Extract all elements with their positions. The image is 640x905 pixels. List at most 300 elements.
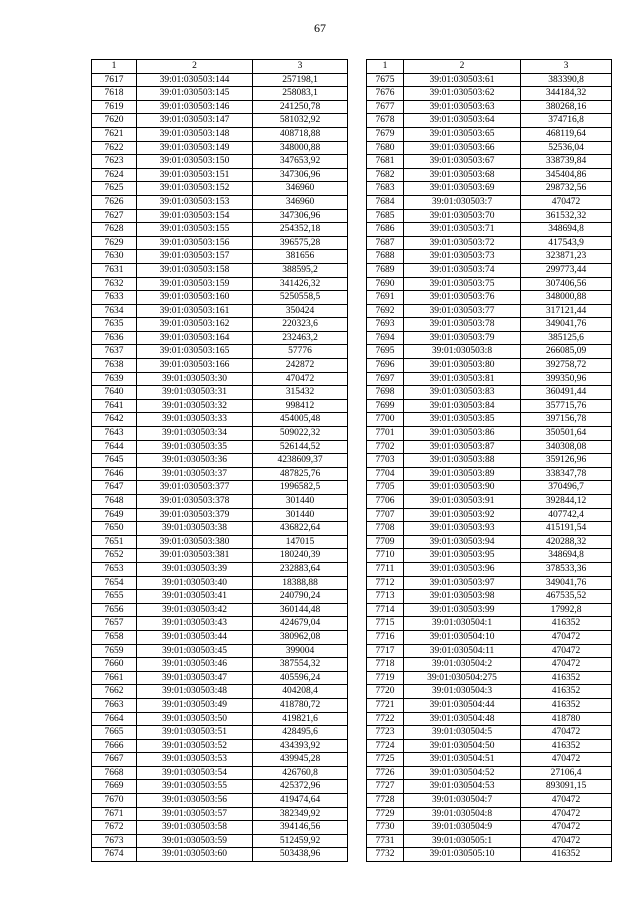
table-row	[367, 562, 612, 576]
value-cell: 419821,6	[253, 712, 348, 726]
table-row	[92, 114, 348, 128]
table-row	[92, 440, 348, 454]
value-cell: 470472	[521, 658, 612, 672]
cadastral-number-cell: 39:01:030503:79	[404, 331, 521, 345]
value-cell: 470472	[253, 372, 348, 386]
table-row	[367, 454, 612, 468]
cadastral-number-cell: 39:01:030503:47	[137, 671, 253, 685]
cadastral-number-cell: 39:01:030503:61	[404, 73, 521, 87]
table-row	[92, 766, 348, 780]
cadastral-number-cell: 39:01:030503:78	[404, 318, 521, 332]
table-row	[92, 726, 348, 740]
table-row	[367, 834, 612, 848]
cadastral-number-cell: 39:01:030503:86	[404, 427, 521, 441]
value-cell: 301440	[253, 508, 348, 522]
value-cell: 380962,08	[253, 630, 348, 644]
cadastral-number-cell: 39:01:030503:380	[137, 535, 253, 549]
value-cell: 470472	[521, 644, 612, 658]
cadastral-number-cell: 39:01:030503:81	[404, 372, 521, 386]
table-row	[92, 291, 348, 305]
table-row	[92, 807, 348, 821]
row-number-cell: 7644	[92, 440, 137, 454]
table-row	[92, 739, 348, 753]
cadastral-number-cell: 39:01:030503:59	[137, 834, 253, 848]
value-cell: 5250558,5	[253, 291, 348, 305]
row-number-cell: 7658	[92, 630, 137, 644]
cadastral-number-cell: 39:01:030503:83	[404, 386, 521, 400]
row-number-cell: 7720	[367, 685, 404, 699]
cadastral-number-cell: 39:01:030503:65	[404, 127, 521, 141]
table-row	[367, 127, 612, 141]
value-cell: 57776	[253, 345, 348, 359]
value-cell: 581032,92	[253, 114, 348, 128]
table-row	[92, 467, 348, 481]
value-cell: 468119,64	[521, 127, 612, 141]
table-row	[367, 359, 612, 373]
cadastral-number-cell: 39:01:030503:158	[137, 263, 253, 277]
row-number-cell: 7670	[92, 794, 137, 808]
row-number-cell: 7668	[92, 766, 137, 780]
value-cell: 4238609,37	[253, 454, 348, 468]
table-row	[92, 73, 348, 87]
page-number: 67	[314, 21, 326, 35]
table-row	[92, 223, 348, 237]
row-number-cell: 7634	[92, 304, 137, 318]
table-row	[367, 182, 612, 196]
row-number-cell: 7672	[92, 821, 137, 835]
row-number-cell: 7675	[367, 73, 404, 87]
row-number-cell: 7726	[367, 766, 404, 780]
row-number-cell: 7730	[367, 821, 404, 835]
value-cell: 404208,4	[253, 685, 348, 699]
table-row	[92, 454, 348, 468]
value-cell: 220323,6	[253, 318, 348, 332]
cadastral-number-cell: 39:01:030503:72	[404, 236, 521, 250]
row-number-cell: 7682	[367, 168, 404, 182]
cadastral-number-cell: 39:01:030503:41	[137, 590, 253, 604]
cadastral-number-cell: 39:01:030503:90	[404, 481, 521, 495]
cadastral-number-cell: 39:01:030503:99	[404, 603, 521, 617]
value-cell: 266085,09	[521, 345, 612, 359]
row-number-cell: 7640	[92, 386, 137, 400]
table-row	[367, 644, 612, 658]
value-cell: 380268,16	[521, 100, 612, 114]
cadastral-number-cell: 39:01:030503:56	[137, 794, 253, 808]
value-cell: 27106,4	[521, 766, 612, 780]
value-cell: 348000,88	[253, 141, 348, 155]
row-number-cell: 7671	[92, 807, 137, 821]
table-row	[92, 359, 348, 373]
table-row	[92, 658, 348, 672]
value-cell: 425372,96	[253, 780, 348, 794]
table-row	[367, 481, 612, 495]
row-number-cell: 7703	[367, 454, 404, 468]
value-cell: 1996582,5	[253, 481, 348, 495]
table-row	[92, 495, 348, 509]
row-number-cell: 7657	[92, 617, 137, 631]
cadastral-number-cell: 39:01:030504:53	[404, 780, 521, 794]
row-number-cell: 7627	[92, 209, 137, 223]
value-cell: 338739,84	[521, 155, 612, 169]
cadastral-number-cell: 39:01:030503:8	[404, 345, 521, 359]
row-number-cell: 7684	[367, 195, 404, 209]
cadastral-number-cell: 39:01:030503:146	[137, 100, 253, 114]
row-number-cell: 7642	[92, 413, 137, 427]
row-number-cell: 7636	[92, 331, 137, 345]
cadastral-number-cell: 39:01:030504:8	[404, 807, 521, 821]
value-cell: 416352	[521, 671, 612, 685]
cadastral-number-cell: 39:01:030503:40	[137, 576, 253, 590]
row-number-cell: 7662	[92, 685, 137, 699]
cadastral-number-cell: 39:01:030503:87	[404, 440, 521, 454]
table-row	[367, 549, 612, 563]
row-number-cell: 7709	[367, 535, 404, 549]
value-cell: 509022,32	[253, 427, 348, 441]
value-cell: 470472	[521, 630, 612, 644]
column-header: 3	[253, 60, 348, 74]
table-row	[367, 766, 612, 780]
table-row	[92, 195, 348, 209]
cadastral-number-cell: 39:01:030503:95	[404, 549, 521, 563]
row-number-cell: 7633	[92, 291, 137, 305]
cadastral-number-cell: 39:01:030504:11	[404, 644, 521, 658]
row-number-cell: 7719	[367, 671, 404, 685]
value-cell: 419474,64	[253, 794, 348, 808]
value-cell: 470472	[521, 726, 612, 740]
row-number-cell: 7665	[92, 726, 137, 740]
value-cell: 399350,96	[521, 372, 612, 386]
table-row	[367, 114, 612, 128]
cadastral-number-cell: 39:01:030503:64	[404, 114, 521, 128]
right-table-body	[367, 60, 612, 862]
row-number-cell: 7637	[92, 345, 137, 359]
value-cell: 254352,18	[253, 223, 348, 237]
row-number-cell: 7704	[367, 467, 404, 481]
row-number-cell: 7695	[367, 345, 404, 359]
row-number-cell: 7648	[92, 495, 137, 509]
value-cell: 470472	[521, 195, 612, 209]
cadastral-number-cell: 39:01:030503:42	[137, 603, 253, 617]
cadastral-number-cell: 39:01:030503:148	[137, 127, 253, 141]
row-number-cell: 7727	[367, 780, 404, 794]
table-row	[367, 794, 612, 808]
cadastral-number-cell: 39:01:030503:68	[404, 168, 521, 182]
value-cell: 416352	[521, 617, 612, 631]
table-row	[367, 250, 612, 264]
cadastral-number-cell: 39:01:030503:32	[137, 399, 253, 413]
value-cell: 348694,8	[521, 223, 612, 237]
cadastral-number-cell: 39:01:030503:66	[404, 141, 521, 155]
table-row	[367, 630, 612, 644]
table-row	[367, 168, 612, 182]
cadastral-number-cell: 39:01:030503:161	[137, 304, 253, 318]
table-row	[367, 195, 612, 209]
row-number-cell: 7731	[367, 834, 404, 848]
cadastral-number-cell: 39:01:030503:145	[137, 87, 253, 101]
table-row	[367, 698, 612, 712]
row-number-cell: 7718	[367, 658, 404, 672]
column-header: 2	[404, 60, 521, 74]
row-number-cell: 7618	[92, 87, 137, 101]
cadastral-number-cell: 39:01:030503:45	[137, 644, 253, 658]
value-cell: 241250,78	[253, 100, 348, 114]
table-row	[367, 318, 612, 332]
value-cell: 341426,32	[253, 277, 348, 291]
cadastral-number-cell: 39:01:030503:96	[404, 562, 521, 576]
cadastral-number-cell: 39:01:030503:88	[404, 454, 521, 468]
header-row	[367, 60, 612, 74]
value-cell: 18388,88	[253, 576, 348, 590]
value-cell: 361532,32	[521, 209, 612, 223]
cadastral-number-cell: 39:01:030503:36	[137, 454, 253, 468]
row-number-cell: 7683	[367, 182, 404, 196]
row-number-cell: 7660	[92, 658, 137, 672]
value-cell: 388595,2	[253, 263, 348, 277]
table-row	[92, 780, 348, 794]
value-cell: 317121,44	[521, 304, 612, 318]
table-row	[92, 345, 348, 359]
cadastral-number-cell: 39:01:030503:38	[137, 522, 253, 536]
cadastral-number-cell: 39:01:030503:162	[137, 318, 253, 332]
row-number-cell: 7708	[367, 522, 404, 536]
value-cell: 418780,72	[253, 698, 348, 712]
cadastral-number-cell: 39:01:030503:30	[137, 372, 253, 386]
row-number-cell: 7697	[367, 372, 404, 386]
table-row	[92, 617, 348, 631]
cadastral-number-cell: 39:01:030503:60	[137, 848, 253, 862]
row-number-cell: 7655	[92, 590, 137, 604]
table-row	[92, 168, 348, 182]
value-cell: 349041,76	[521, 318, 612, 332]
row-number-cell: 7715	[367, 617, 404, 631]
cadastral-number-cell: 39:01:030503:97	[404, 576, 521, 590]
table-row	[367, 590, 612, 604]
table-row	[92, 236, 348, 250]
row-number-cell: 7646	[92, 467, 137, 481]
value-cell: 426760,8	[253, 766, 348, 780]
cadastral-number-cell: 39:01:030503:7	[404, 195, 521, 209]
value-cell: 338347,78	[521, 467, 612, 481]
table-row	[367, 291, 612, 305]
row-number-cell: 7701	[367, 427, 404, 441]
table-row	[92, 263, 348, 277]
row-number-cell: 7649	[92, 508, 137, 522]
table-row	[367, 495, 612, 509]
value-cell: 180240,39	[253, 549, 348, 563]
value-cell: 439945,28	[253, 753, 348, 767]
table-row	[92, 304, 348, 318]
table-row	[92, 141, 348, 155]
row-number-cell: 7714	[367, 603, 404, 617]
table-row	[367, 223, 612, 237]
cadastral-number-cell: 39:01:030503:31	[137, 386, 253, 400]
value-cell: 405596,24	[253, 671, 348, 685]
table-row	[92, 427, 348, 441]
cadastral-number-cell: 39:01:030503:55	[137, 780, 253, 794]
cadastral-number-cell: 39:01:030503:378	[137, 495, 253, 509]
cadastral-number-cell: 39:01:030503:53	[137, 753, 253, 767]
value-cell: 428495,6	[253, 726, 348, 740]
row-number-cell: 7732	[367, 848, 404, 862]
table-row	[367, 712, 612, 726]
row-number-cell: 7691	[367, 291, 404, 305]
table-row	[92, 155, 348, 169]
table-row	[367, 100, 612, 114]
table-row	[367, 236, 612, 250]
cadastral-number-cell: 39:01:030503:156	[137, 236, 253, 250]
table-row	[92, 372, 348, 386]
cadastral-number-cell: 39:01:030504:7	[404, 794, 521, 808]
value-cell: 454005,48	[253, 413, 348, 427]
row-number-cell: 7721	[367, 698, 404, 712]
value-cell: 416352	[521, 685, 612, 699]
row-number-cell: 7625	[92, 182, 137, 196]
row-number-cell: 7629	[92, 236, 137, 250]
value-cell: 470472	[521, 807, 612, 821]
table-row	[367, 848, 612, 862]
table-row	[367, 372, 612, 386]
cadastral-number-cell: 39:01:030503:165	[137, 345, 253, 359]
value-cell: 394146,56	[253, 821, 348, 835]
row-number-cell: 7692	[367, 304, 404, 318]
cadastral-number-cell: 39:01:030503:85	[404, 413, 521, 427]
value-cell: 345404,86	[521, 168, 612, 182]
value-cell: 385125,6	[521, 331, 612, 345]
cadastral-number-cell: 39:01:030503:164	[137, 331, 253, 345]
row-number-cell: 7696	[367, 359, 404, 373]
table-row	[367, 658, 612, 672]
table-row	[92, 590, 348, 604]
cadastral-number-cell: 39:01:030503:76	[404, 291, 521, 305]
row-number-cell: 7702	[367, 440, 404, 454]
table-row	[367, 535, 612, 549]
row-number-cell: 7619	[92, 100, 137, 114]
value-cell: 17992,8	[521, 603, 612, 617]
value-cell: 346960	[253, 195, 348, 209]
cadastral-number-cell: 39:01:030503:151	[137, 168, 253, 182]
cadastral-number-cell: 39:01:030503:149	[137, 141, 253, 155]
row-number-cell: 7722	[367, 712, 404, 726]
value-cell: 147015	[253, 535, 348, 549]
value-cell: 348000,88	[521, 291, 612, 305]
row-number-cell: 7667	[92, 753, 137, 767]
table-row	[92, 522, 348, 536]
cadastral-number-cell: 39:01:030503:93	[404, 522, 521, 536]
cadastral-number-cell: 39:01:030504:5	[404, 726, 521, 740]
cadastral-number-cell: 39:01:030505:1	[404, 834, 521, 848]
cadastral-number-cell: 39:01:030503:77	[404, 304, 521, 318]
value-cell: 998412	[253, 399, 348, 413]
row-number-cell: 7724	[367, 739, 404, 753]
value-cell: 526144,52	[253, 440, 348, 454]
table-row	[367, 413, 612, 427]
row-number-cell: 7664	[92, 712, 137, 726]
table-row	[92, 712, 348, 726]
cadastral-number-cell: 39:01:030503:62	[404, 87, 521, 101]
cadastral-number-cell: 39:01:030503:166	[137, 359, 253, 373]
table-row	[92, 399, 348, 413]
row-number-cell: 7641	[92, 399, 137, 413]
value-cell: 347306,96	[253, 209, 348, 223]
value-cell: 348694,8	[521, 549, 612, 563]
table-row	[92, 87, 348, 101]
value-cell: 503438,96	[253, 848, 348, 862]
value-cell: 347306,96	[253, 168, 348, 182]
table-row	[367, 399, 612, 413]
cadastral-number-cell: 39:01:030503:147	[137, 114, 253, 128]
row-number-cell: 7673	[92, 834, 137, 848]
left-table-body	[92, 60, 348, 862]
value-cell: 416352	[521, 698, 612, 712]
cadastral-number-cell: 39:01:030503:155	[137, 223, 253, 237]
table-row	[92, 698, 348, 712]
cadastral-number-cell: 39:01:030503:92	[404, 508, 521, 522]
cadastral-number-cell: 39:01:030504:48	[404, 712, 521, 726]
table-row	[367, 671, 612, 685]
row-number-cell: 7676	[367, 87, 404, 101]
cadastral-number-cell: 39:01:030504:52	[404, 766, 521, 780]
value-cell: 470472	[521, 834, 612, 848]
value-cell: 416352	[521, 739, 612, 753]
table-row	[367, 427, 612, 441]
row-number-cell: 7725	[367, 753, 404, 767]
value-cell: 347653,92	[253, 155, 348, 169]
table-row	[92, 562, 348, 576]
cadastral-number-cell: 39:01:030503:71	[404, 223, 521, 237]
value-cell: 470472	[521, 753, 612, 767]
cadastral-number-cell: 39:01:030503:43	[137, 617, 253, 631]
table-row	[367, 603, 612, 617]
value-cell: 340308,08	[521, 440, 612, 454]
cadastral-number-cell: 39:01:030503:33	[137, 413, 253, 427]
cadastral-number-cell: 39:01:030503:46	[137, 658, 253, 672]
value-cell: 436822,64	[253, 522, 348, 536]
right-data-table	[366, 59, 612, 862]
cadastral-number-cell: 39:01:030503:98	[404, 590, 521, 604]
value-cell: 387554,32	[253, 658, 348, 672]
table-row	[92, 576, 348, 590]
value-cell: 383390,8	[521, 73, 612, 87]
row-number-cell: 7729	[367, 807, 404, 821]
row-number-cell: 7639	[92, 372, 137, 386]
table-row	[367, 331, 612, 345]
table-row	[92, 834, 348, 848]
cadastral-number-cell: 39:01:030503:91	[404, 495, 521, 509]
table-row	[367, 739, 612, 753]
row-number-cell: 7666	[92, 739, 137, 753]
cadastral-number-cell: 39:01:030503:377	[137, 481, 253, 495]
row-number-cell: 7705	[367, 481, 404, 495]
table-row	[367, 87, 612, 101]
cadastral-number-cell: 39:01:030504:275	[404, 671, 521, 685]
cadastral-number-cell: 39:01:030503:84	[404, 399, 521, 413]
header-row	[92, 60, 348, 74]
value-cell: 232463,2	[253, 331, 348, 345]
cadastral-number-cell: 39:01:030503:51	[137, 726, 253, 740]
value-cell: 470472	[521, 821, 612, 835]
cadastral-number-cell: 39:01:030504:50	[404, 739, 521, 753]
row-number-cell: 7631	[92, 263, 137, 277]
value-cell: 359126,96	[521, 454, 612, 468]
table-row	[92, 671, 348, 685]
value-cell: 349041,76	[521, 576, 612, 590]
column-header: 1	[92, 60, 137, 74]
value-cell: 301440	[253, 495, 348, 509]
table-row	[92, 277, 348, 291]
row-number-cell: 7653	[92, 562, 137, 576]
cadastral-number-cell: 39:01:030503:73	[404, 250, 521, 264]
row-number-cell: 7651	[92, 535, 137, 549]
